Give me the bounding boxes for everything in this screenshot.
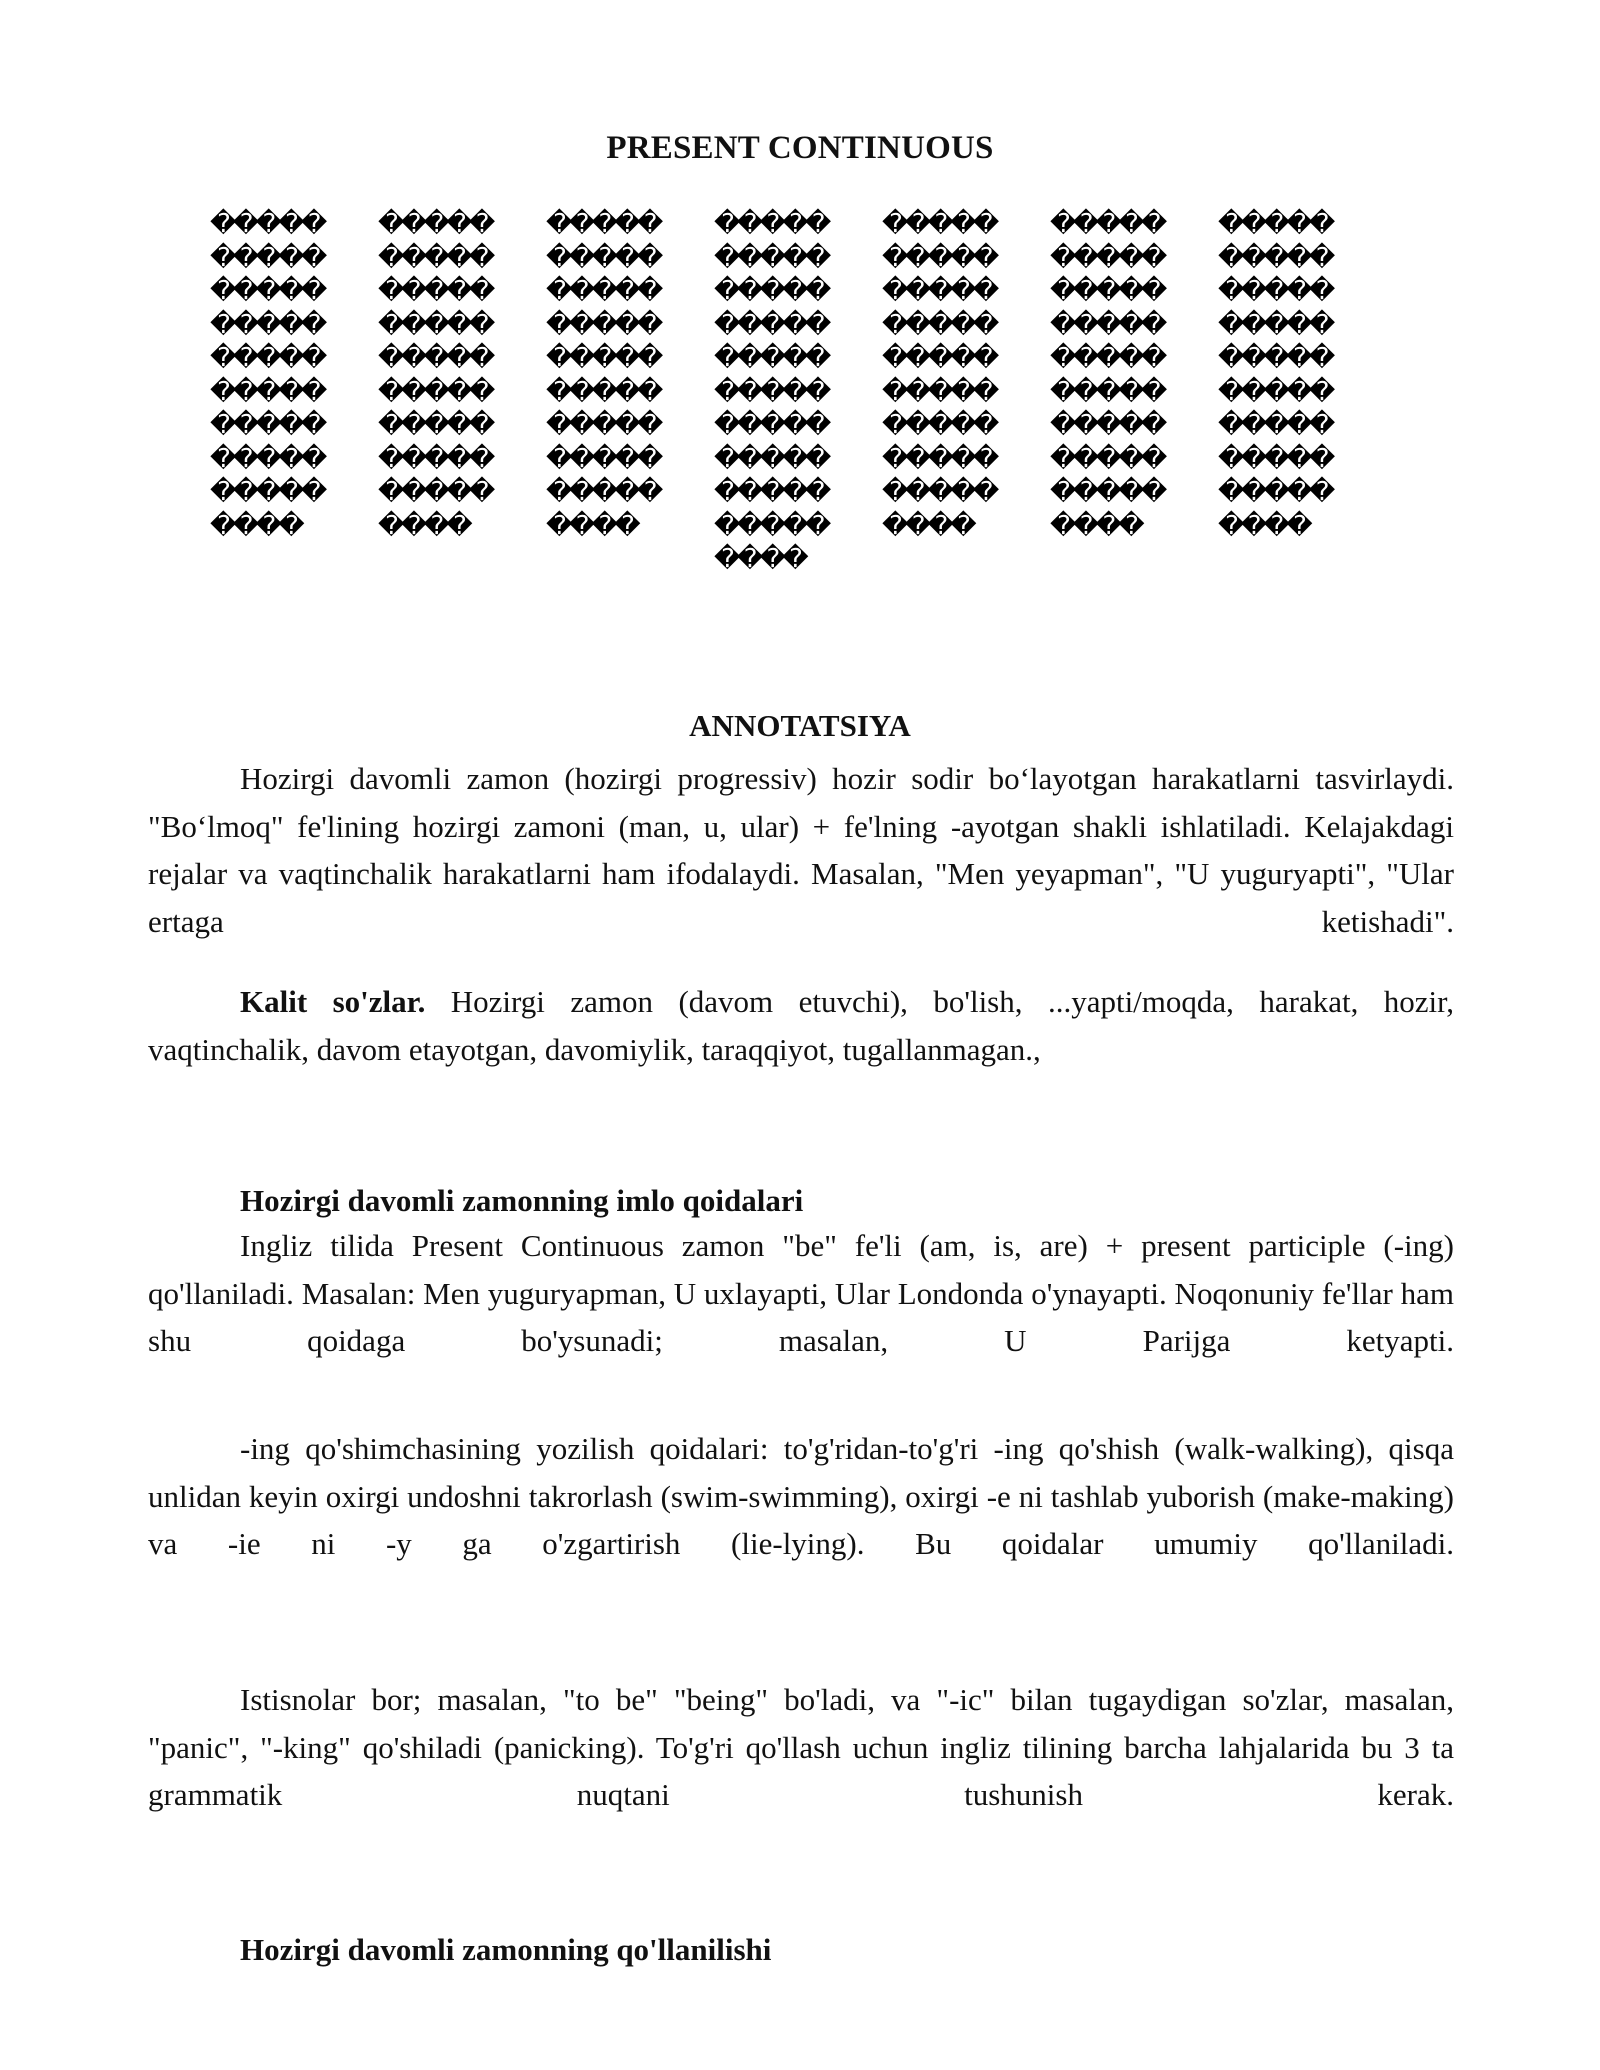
garbled-column: ����� ����� ����� ����� ����� ����� ����� ����� ����� ���� bbox=[882, 209, 996, 541]
keywords-paragraph bbox=[148, 978, 1454, 1073]
annotation-heading: ANNOTATSIYA bbox=[689, 708, 911, 743]
annotation-text: Hozirgi davomli zamon (hozirgi progressiv) hozir sodir bo‘layotgan harakatlarni tasvirlaydi. "Bo‘lmoq" fe'lining hozirgi zamoni (man, u, ular) + fe'lning -ayotgan shakli ishlatiladi. Kelajakdagi rejalar va vaqtinchalik harakatlarni ham ifodalaydi. Masalan, "Men yeyapman", "U yuguryapti", "Ular ertaga ketishadi". bbox=[148, 761, 1454, 939]
keywords-label: Kalit so'zlar. bbox=[240, 984, 426, 1019]
garbled-column: ����� ����� ����� ����� ����� ����� ����� ����� ����� ���� bbox=[378, 209, 492, 541]
spelling-text-3: Istisnolar bor; masalan, "to be" "being" bo'ladi, va "-ic" bilan tugaydigan so'zlar, masalan, "panic", "-king" qo'shiladi (panicking). To'g'ri qo'llash uchun ingliz tilining barcha lahjalarida bu 3 ta grammatik nuqtani tushunish kerak. bbox=[148, 1682, 1454, 1812]
garbled-column: ����� ����� ����� ����� ����� ����� ����� ����� ����� ���� bbox=[210, 209, 324, 541]
garbled-glyph-block bbox=[210, 208, 1410, 678]
garbled-column: ����� ����� ����� ����� ����� ����� ����� ����� ����� ���� bbox=[1218, 209, 1332, 541]
garbled-column: ����� ����� ����� ����� ����� ����� ����� ����� ����� ����� ���� bbox=[714, 209, 828, 574]
spelling-text-2: -ing qo'shimchasining yozilish qoidalari: to'g'ridan-to'g'ri -ing qo'shish (walk-walking), qisqa unlidan keyin oxirgi undoshni takrorlash (swim-swimming), oxirgi -e ni tashlab yuborish (make-making) va -ie ni -y ga o'zgartirish (lie-lying). Bu qoidalar umumiy qo'llaniladi. bbox=[148, 1431, 1454, 1561]
garbled-column: ����� ����� ����� ����� ����� ����� ����� ����� ����� ���� bbox=[1050, 209, 1164, 541]
keywords-text: Hozirgi zamon (davom etuvchi), bo'lish, ...yapti/moqda, harakat, hozir, vaqtinchalik, davom etayotgan, davomiylik, taraqqiyot, tugallanmagan., bbox=[148, 984, 1454, 1067]
spelling-text-1: Ingliz tilida Present Continuous zamon "be" fe'li (am, is, are) + present participle (-ing) qo'llaniladi. Masalan: Men yuguryapman, U uxlayapti, Ular Londonda o'ynayapti. Noqonuniy fe'llar ham shu qoidaga bo'ysunadi; masalan, U Parijga ketyapti. bbox=[148, 1228, 1454, 1358]
spelling-paragraph-1 bbox=[148, 1222, 1454, 1365]
section-heading-spelling: Hozirgi davomli zamonning imlo qoidalari bbox=[240, 1183, 804, 1218]
section-heading-usage: Hozirgi davomli zamonning qo'llanilishi bbox=[240, 1932, 772, 1967]
document-title: PRESENT CONTINUOUS bbox=[606, 130, 994, 166]
annotation-paragraph bbox=[148, 755, 1454, 945]
spelling-paragraph-3 bbox=[148, 1676, 1454, 1819]
garbled-column: ����� ����� ����� ����� ����� ����� ����� ����� ����� ���� bbox=[546, 209, 660, 541]
spelling-paragraph-2 bbox=[148, 1425, 1454, 1568]
